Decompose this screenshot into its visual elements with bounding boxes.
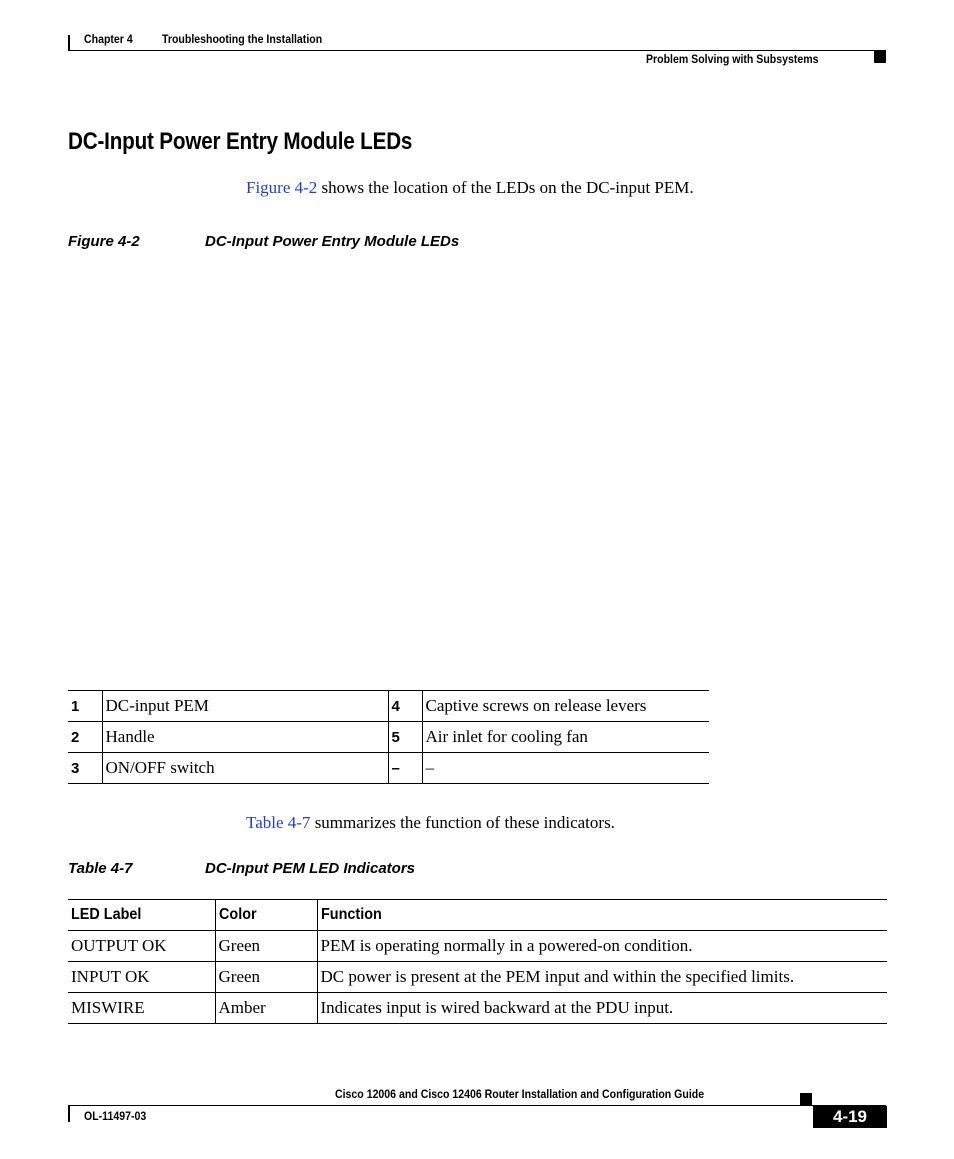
legend-number: –	[388, 753, 422, 784]
table-row	[68, 931, 887, 962]
legend-text: –	[422, 753, 709, 784]
footer-rule	[68, 1105, 886, 1106]
legend-text: Handle	[102, 722, 388, 753]
footer-bar	[68, 1106, 70, 1122]
table-caption-title: DC-Input PEM LED Indicators	[205, 860, 415, 877]
legend-number: 1	[68, 691, 102, 722]
column-header-led-label: LED Label	[68, 900, 215, 931]
legend-row	[68, 722, 709, 753]
intro-text: shows the location of the LEDs on the DC-input PEM.	[317, 178, 694, 197]
legend-text: Air inlet for cooling fan	[422, 722, 709, 753]
legend-number: 5	[388, 722, 422, 753]
function-cell: Indicates input is wired backward at the PDU input.	[317, 993, 887, 1024]
figure-legend-table	[68, 690, 709, 784]
header-chapter-title: Troubleshooting the Installation	[162, 32, 323, 46]
page-number: 4-19	[813, 1106, 887, 1128]
section-title: DC-Input Power Entry Module LEDs	[68, 128, 413, 155]
color-cell: Green	[215, 931, 317, 962]
table-row	[68, 962, 887, 993]
legend-number: 2	[68, 722, 102, 753]
legend-text: ON/OFF switch	[102, 753, 388, 784]
legend-row	[68, 753, 709, 784]
function-cell: DC power is present at the PEM input and within the specified limits.	[317, 962, 887, 993]
function-cell: PEM is operating normally in a powered-on condition.	[317, 931, 887, 962]
header-section: Problem Solving with Subsystems	[646, 52, 819, 66]
led-label-cell: OUTPUT OK	[68, 931, 215, 962]
table-ref-paragraph	[246, 813, 615, 833]
legend-number: 3	[68, 753, 102, 784]
table-link[interactable]: Table 4-7	[246, 813, 311, 832]
intro-paragraph	[246, 178, 694, 198]
led-indicators-table	[68, 899, 887, 1024]
figure-caption-title: DC-Input Power Entry Module LEDs	[205, 233, 460, 250]
column-header-function: Function	[317, 900, 887, 931]
legend-row	[68, 691, 709, 722]
header-chapter: Chapter 4	[84, 32, 133, 46]
column-header-color: Color	[215, 900, 317, 931]
legend-text: DC-input PEM	[102, 691, 388, 722]
color-cell: Amber	[215, 993, 317, 1024]
footer-marker	[800, 1093, 812, 1105]
table-ref-text: summarizes the function of these indicators.	[310, 813, 615, 832]
header-bar	[68, 35, 70, 51]
legend-number: 4	[388, 691, 422, 722]
header-marker	[874, 51, 886, 63]
table-caption-number: Table 4-7	[68, 860, 133, 877]
figure-area	[68, 260, 886, 680]
table-header-row	[68, 900, 887, 931]
table-row	[68, 993, 887, 1024]
color-cell: Green	[215, 962, 317, 993]
led-label-cell: MISWIRE	[68, 993, 215, 1024]
header-rule	[68, 50, 886, 51]
footer-doc-id: OL-11497-03	[84, 1109, 147, 1123]
figure-caption-number: Figure 4-2	[68, 233, 140, 250]
figure-link[interactable]: Figure 4-2	[246, 178, 318, 197]
legend-text: Captive screws on release levers	[422, 691, 709, 722]
led-label-cell: INPUT OK	[68, 962, 215, 993]
footer-guide-title: Cisco 12006 and Cisco 12406 Router Installation and Configuration Guide	[335, 1087, 705, 1101]
